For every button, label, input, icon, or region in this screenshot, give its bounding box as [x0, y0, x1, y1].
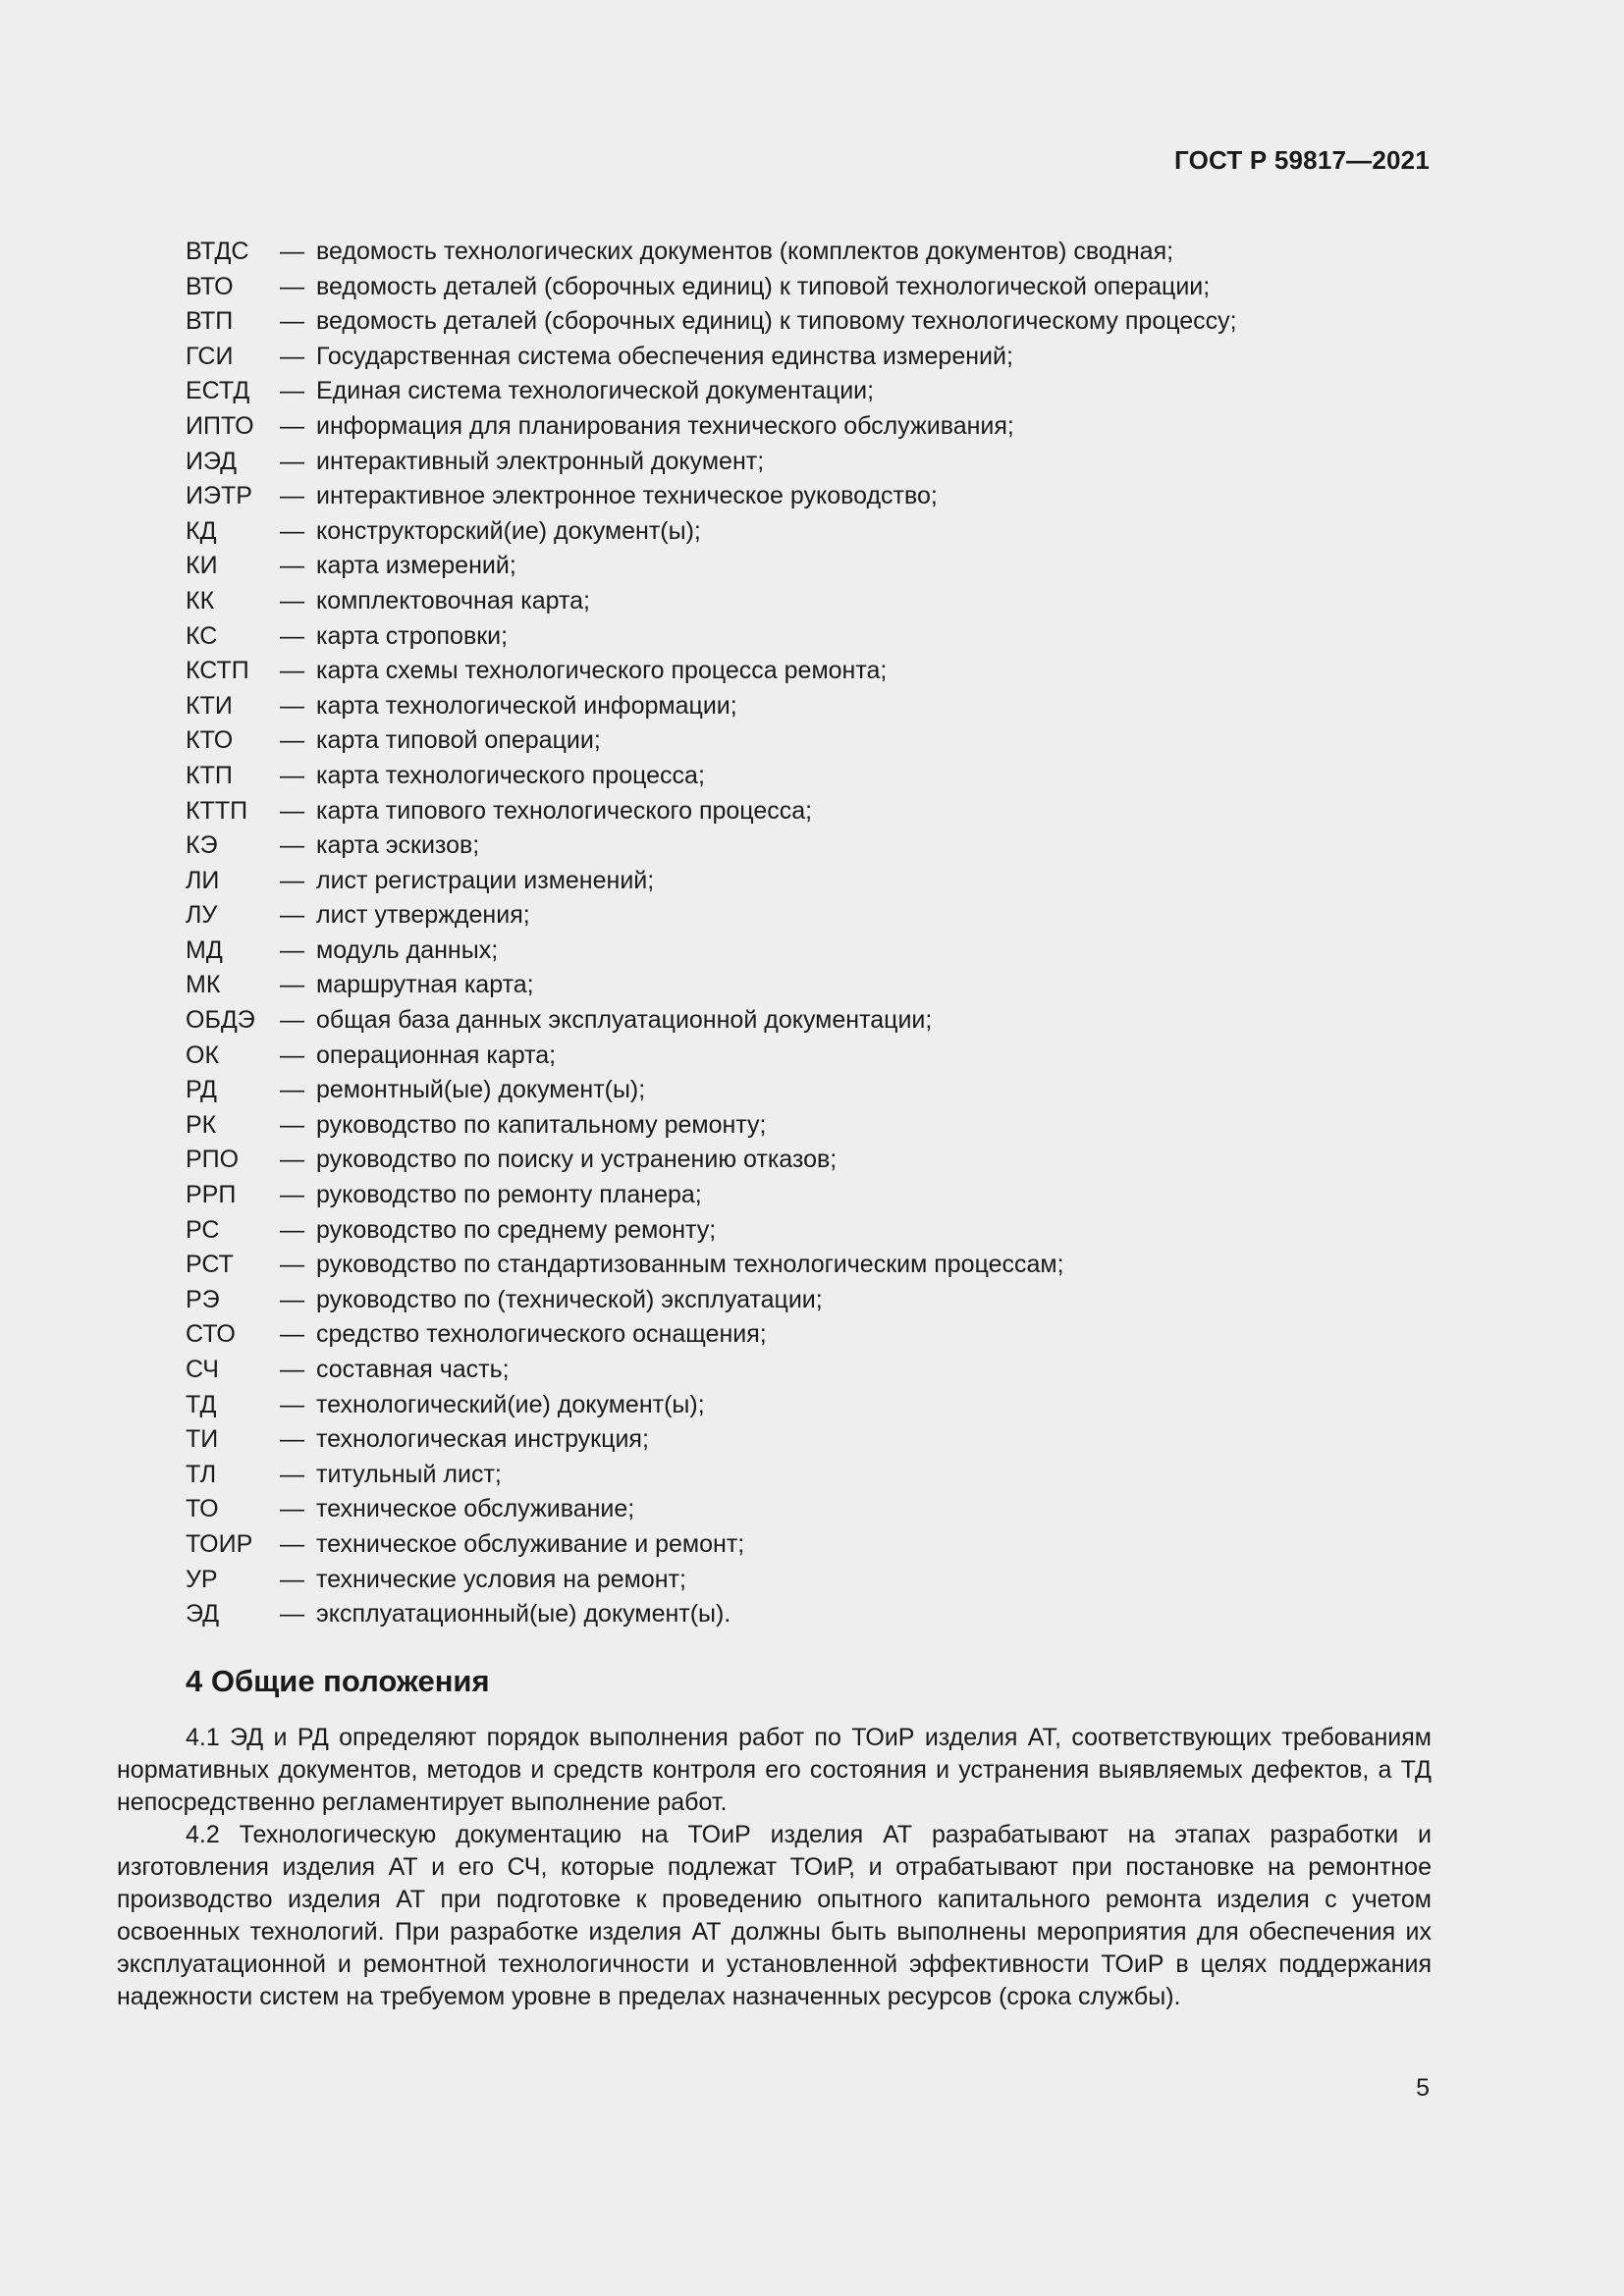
- abbreviation-dash: —: [280, 1146, 304, 1174]
- abbreviation-term: ВТДС: [186, 238, 249, 265]
- abbreviation-row: [186, 479, 1433, 514]
- abbreviation-term: ГСИ: [186, 342, 234, 370]
- abbreviation-dash: —: [280, 1215, 304, 1244]
- abbreviation-dash: —: [280, 726, 304, 755]
- abbreviation-row: [186, 1073, 1433, 1108]
- abbreviation-row: [186, 828, 1433, 864]
- abbreviation-term: ИЭТР: [186, 482, 252, 510]
- abbreviation-term: СЧ: [186, 1356, 219, 1383]
- abbreviation-dash: —: [280, 482, 304, 510]
- abbreviation-dash: —: [280, 1251, 304, 1279]
- abbreviation-dash: —: [280, 1181, 304, 1209]
- abbreviation-term: КИ: [186, 552, 218, 580]
- abbreviation-dash: —: [280, 1356, 304, 1383]
- abbreviation-definition: руководство по ремонту планера;: [316, 1181, 702, 1209]
- abbreviation-definition: лист утверждения;: [316, 901, 530, 930]
- abbreviation-row: [186, 1213, 1433, 1249]
- abbreviation-dash: —: [280, 238, 304, 265]
- abbreviation-definition: карта технологической информации;: [316, 691, 737, 720]
- abbreviation-definition: карта типового технологического процесса;: [316, 796, 813, 825]
- abbreviation-definition: руководство по среднему ремонту;: [316, 1215, 717, 1244]
- abbreviation-row: [186, 898, 1433, 934]
- abbreviation-definition: комплектовочная карта;: [316, 586, 590, 614]
- abbreviation-definition: руководство по стандартизованным технологическим процессам;: [316, 1251, 1064, 1279]
- abbreviation-definition: карта технологического процесса;: [316, 761, 705, 789]
- abbreviation-row: [186, 619, 1433, 655]
- abbreviation-dash: —: [280, 272, 304, 300]
- abbreviation-term: КТП: [186, 761, 233, 789]
- abbreviation-definition: информация для планирования технического обслуживания;: [316, 411, 1014, 440]
- abbreviation-dash: —: [280, 377, 304, 405]
- abbreviation-dash: —: [280, 342, 304, 370]
- section-title: 4 Общие положения: [186, 1664, 490, 1698]
- abbreviation-term: СТО: [186, 1320, 236, 1349]
- abbreviation-term: РСТ: [186, 1251, 234, 1279]
- abbreviation-row: [186, 1388, 1433, 1423]
- abbreviation-row: [186, 1458, 1433, 1493]
- abbreviation-definition: руководство по поиску и устранению отказов;: [316, 1146, 838, 1174]
- abbreviation-dash: —: [280, 1006, 304, 1035]
- abbreviation-definition: технологический(ие) документ(ы);: [316, 1390, 705, 1418]
- abbreviation-row: [186, 1003, 1433, 1039]
- abbreviation-definition: средство технологического оснащения;: [316, 1320, 767, 1349]
- abbreviation-definition: эксплуатационный(ые) документ(ы).: [316, 1600, 731, 1629]
- abbreviation-row: [186, 1248, 1433, 1283]
- abbreviation-dash: —: [280, 901, 304, 930]
- abbreviation-definition: Государственная система обеспечения единства измерений;: [316, 342, 1013, 370]
- abbreviation-row: [186, 340, 1433, 375]
- abbreviation-definition: карта строповки;: [316, 621, 509, 650]
- abbreviation-dash: —: [280, 516, 304, 545]
- abbreviation-dash: —: [280, 1460, 304, 1488]
- abbreviation-term: КТТП: [186, 796, 248, 825]
- abbreviation-row: [186, 1283, 1433, 1318]
- paragraph-4-1: 4.1 ЭД и РД определяют порядок выполнения работ по ТОиР изделия АТ, соответствующих требованиям нормативных документов, методов и средств контроля его состояния и устранения выявляемых дефектов, а ТД непосредственно регламентирует выполнение работ.: [117, 1724, 1432, 1816]
- abbreviation-dash: —: [280, 1285, 304, 1313]
- abbreviation-row: [186, 654, 1433, 689]
- abbreviation-dash: —: [280, 447, 304, 475]
- abbreviation-term: МК: [186, 971, 221, 999]
- abbreviation-row: [186, 1597, 1433, 1632]
- abbreviation-definition: карта схемы технологического процесса ремонта;: [316, 657, 888, 685]
- abbreviation-definition: составная часть;: [316, 1356, 510, 1383]
- abbreviation-definition: титульный лист;: [316, 1460, 502, 1488]
- abbreviation-row: [186, 514, 1433, 550]
- abbreviation-term: ОК: [186, 1041, 220, 1069]
- abbreviation-definition: ведомость технологических документов (комплектов документов) сводная;: [316, 238, 1174, 265]
- abbreviation-row: [186, 1178, 1433, 1213]
- abbreviation-row: [186, 1108, 1433, 1144]
- abbreviation-term: ЛИ: [186, 866, 220, 894]
- abbreviation-dash: —: [280, 1600, 304, 1629]
- abbreviation-row: [186, 1143, 1433, 1178]
- abbreviation-definition: карта типовой операции;: [316, 726, 601, 755]
- abbreviation-row: [186, 1527, 1433, 1563]
- abbreviation-dash: —: [280, 935, 304, 964]
- abbreviation-row: [186, 1039, 1433, 1074]
- abbreviation-row: [186, 968, 1433, 1003]
- abbreviation-definition: руководство по капитальному ремонту;: [316, 1110, 767, 1139]
- abbreviation-dash: —: [280, 1320, 304, 1349]
- abbreviation-term: РРП: [186, 1181, 237, 1209]
- abbreviation-dash: —: [280, 1529, 304, 1558]
- abbreviation-term: ТИ: [186, 1425, 219, 1454]
- abbreviation-definition: операционная карта;: [316, 1041, 557, 1069]
- abbreviation-row: [186, 374, 1433, 409]
- abbreviation-term: ТО: [186, 1495, 219, 1523]
- abbreviation-term: РПО: [186, 1146, 240, 1174]
- document-header: ГОСТ Р 59817—2021: [1174, 145, 1430, 175]
- abbreviation-definition: модуль данных;: [316, 935, 499, 964]
- abbreviation-definition: карта измерений;: [316, 552, 516, 580]
- abbreviation-term: РЭ: [186, 1285, 220, 1313]
- abbreviation-term: УР: [186, 1565, 218, 1593]
- abbreviation-dash: —: [280, 1565, 304, 1593]
- abbreviation-definition: технологическая инструкция;: [316, 1425, 649, 1454]
- abbreviation-row: [186, 1317, 1433, 1353]
- abbreviation-term: РД: [186, 1076, 217, 1104]
- abbreviation-definition: руководство по (технической) эксплуатации;: [316, 1285, 823, 1313]
- abbreviation-dash: —: [280, 411, 304, 440]
- abbreviation-row: [186, 759, 1433, 794]
- abbreviation-dash: —: [280, 307, 304, 336]
- abbreviation-dash: —: [280, 1495, 304, 1523]
- abbreviation-row: [186, 304, 1433, 340]
- abbreviation-row: [186, 864, 1433, 899]
- abbreviation-term: ИЭД: [186, 447, 238, 475]
- abbreviation-term: ВТО: [186, 272, 234, 300]
- abbreviation-dash: —: [280, 831, 304, 860]
- abbreviation-dash: —: [280, 586, 304, 614]
- abbreviation-definition: технические условия на ремонт;: [316, 1565, 686, 1593]
- abbreviation-dash: —: [280, 1390, 304, 1418]
- abbreviation-definition: карта эскизов;: [316, 831, 480, 860]
- abbreviation-dash: —: [280, 971, 304, 999]
- abbreviation-dash: —: [280, 866, 304, 894]
- abbreviation-term: ЛУ: [186, 901, 218, 930]
- abbreviation-term: ОБДЭ: [186, 1006, 255, 1035]
- abbreviation-term: КТО: [186, 726, 234, 755]
- abbreviation-term: РС: [186, 1215, 220, 1244]
- abbreviation-term: КС: [186, 621, 218, 650]
- abbreviation-definition: лист регистрации изменений;: [316, 866, 655, 894]
- abbreviation-row: [186, 270, 1433, 305]
- abbreviation-term: ТЛ: [186, 1460, 217, 1488]
- abbreviation-dash: —: [280, 657, 304, 685]
- abbreviation-definition: ведомость деталей (сборочных единиц) к типовому технологическому процессу;: [316, 307, 1237, 336]
- paragraph-4-2: 4.2 Технологическую документацию на ТОиР изделия АТ разрабатывают на этапах разработки и изготовления изделия АТ и его СЧ, которые подлежат ТОиР, и отрабатывают при постановке на ремонтное производство изделия АТ при подготовке к проведению опытного капитального ремонта изделия с учетом освоенных технологий. При разработке изделия АТ должны быть выполнены мероприятия для обеспечения их эксплуатационной и ремонтной технологичности и установленной эффективности ТОиР в целях поддержания надежности систем на требуемом уровне в пределах назначенных ресурсов (срока службы).: [117, 1821, 1432, 2010]
- abbreviation-term: КЭ: [186, 831, 218, 860]
- abbreviation-dash: —: [280, 1425, 304, 1454]
- abbreviation-definition: конструкторский(ие) документ(ы);: [316, 516, 701, 545]
- abbreviation-row: [186, 934, 1433, 969]
- abbreviation-term: ТОИР: [186, 1529, 253, 1558]
- abbreviation-term: МД: [186, 935, 223, 964]
- abbreviation-row: [186, 235, 1433, 270]
- abbreviation-term: КСТП: [186, 657, 249, 685]
- abbreviation-term: КК: [186, 586, 215, 614]
- abbreviation-row: [186, 549, 1433, 584]
- abbreviation-term: ТД: [186, 1390, 217, 1418]
- page-number: 5: [1416, 2074, 1430, 2102]
- abbreviation-row: [186, 689, 1433, 724]
- abbreviation-dash: —: [280, 691, 304, 720]
- abbreviation-term: КД: [186, 516, 217, 545]
- abbreviation-term: ИПТО: [186, 411, 254, 440]
- abbreviation-definition: маршрутная карта;: [316, 971, 534, 999]
- abbreviation-dash: —: [280, 1076, 304, 1104]
- abbreviation-definition: техническое обслуживание и ремонт;: [316, 1529, 745, 1558]
- abbreviation-row: [186, 1492, 1433, 1527]
- abbreviation-dash: —: [280, 552, 304, 580]
- abbreviation-term: ВТП: [186, 307, 234, 336]
- abbreviation-term: ЕСТД: [186, 377, 250, 405]
- abbreviation-term: ЭД: [186, 1600, 220, 1629]
- abbreviation-row: [186, 794, 1433, 829]
- abbreviation-definition: интерактивное электронное техническое руководство;: [316, 482, 938, 510]
- abbreviation-definition: ремонтный(ые) документ(ы);: [316, 1076, 646, 1104]
- abbreviation-row: [186, 1563, 1433, 1598]
- abbreviation-row: [186, 1422, 1433, 1458]
- abbreviation-row: [186, 584, 1433, 619]
- abbreviation-row: [186, 1353, 1433, 1388]
- abbreviation-definition: ведомость деталей (сборочных единиц) к типовой технологической операции;: [316, 272, 1211, 300]
- abbreviation-dash: —: [280, 1110, 304, 1139]
- abbreviation-dash: —: [280, 796, 304, 825]
- abbreviation-row: [186, 723, 1433, 759]
- abbreviation-row: [186, 409, 1433, 445]
- abbreviation-dash: —: [280, 621, 304, 650]
- abbreviations-list: [186, 235, 1433, 1632]
- abbreviation-dash: —: [280, 1041, 304, 1069]
- abbreviation-definition: техническое обслуживание;: [316, 1495, 635, 1523]
- abbreviation-definition: интерактивный электронный документ;: [316, 447, 765, 475]
- abbreviation-term: РК: [186, 1110, 217, 1139]
- abbreviation-definition: общая база данных эксплуатационной документации;: [316, 1006, 933, 1035]
- abbreviation-term: КТИ: [186, 691, 233, 720]
- abbreviation-row: [186, 445, 1433, 480]
- section-body: [117, 1722, 1432, 2013]
- abbreviation-definition: Единая система технологической документации;: [316, 377, 875, 405]
- abbreviation-dash: —: [280, 761, 304, 789]
